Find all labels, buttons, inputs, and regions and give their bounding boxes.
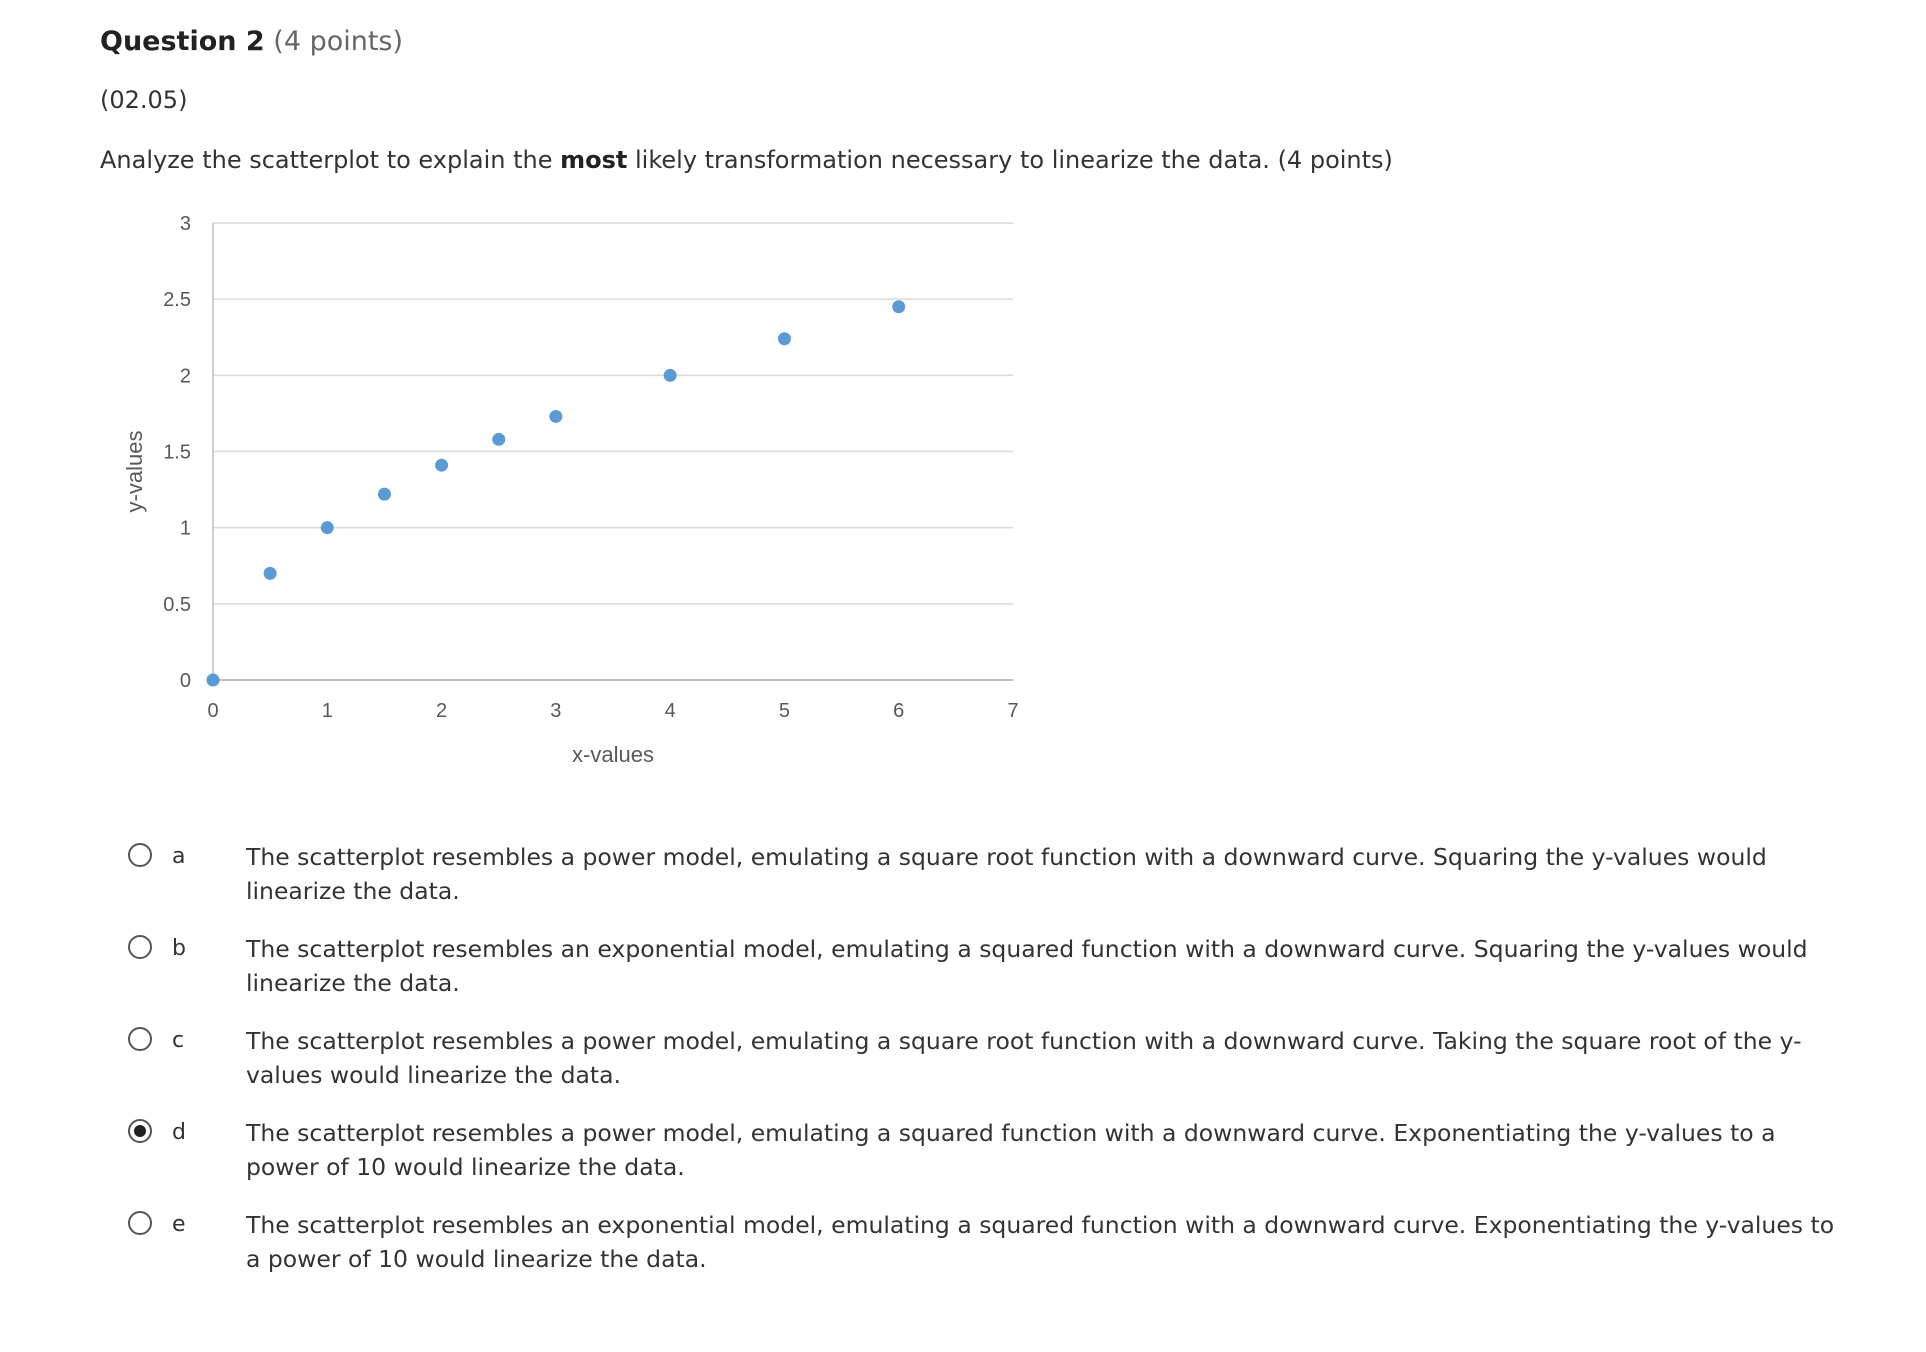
data-point bbox=[778, 332, 791, 345]
x-tick-label: 4 bbox=[664, 700, 676, 722]
x-tick-label: 3 bbox=[550, 700, 562, 722]
gridlines bbox=[213, 223, 1013, 604]
y-tick-label: 2 bbox=[179, 365, 191, 388]
x-tick-label: 1 bbox=[321, 700, 333, 722]
answer-option-a[interactable] bbox=[128, 840, 1767, 932]
question-prompt bbox=[100, 142, 1393, 178]
question-code: (02.05) bbox=[100, 86, 188, 114]
y-tick-label: 0.5 bbox=[163, 593, 191, 616]
radio-button-a[interactable] bbox=[128, 843, 152, 867]
data-point bbox=[664, 369, 677, 382]
radio-button-c[interactable] bbox=[128, 1027, 152, 1051]
option-text: The scatterplot resembles a power model, emulating a square root function with a downward curve. Taking the square root of the y-values would linearize the data. bbox=[246, 1027, 1802, 1089]
y-tick-label: 2.5 bbox=[163, 289, 191, 312]
x-tick-label: 7 bbox=[1007, 700, 1019, 722]
x-tick-label: 6 bbox=[893, 700, 905, 722]
option-text: The scatterplot resembles an exponential model, emulating a squared function with a downward curve. Squaring the y-values would linearize the data. bbox=[246, 935, 1808, 997]
tick-labels bbox=[163, 213, 1018, 722]
answer-option-c[interactable] bbox=[128, 1024, 1802, 1116]
data-point bbox=[492, 433, 505, 446]
y-axis-title: y-values bbox=[122, 430, 147, 513]
data-point bbox=[378, 488, 391, 501]
radio-button-b[interactable] bbox=[128, 935, 152, 959]
data-point bbox=[549, 410, 562, 423]
option-text: The scatterplot resembles a power model, emulating a square root function with a downward curve. Squaring the y-values would linearize the data. bbox=[246, 843, 1767, 905]
answer-options bbox=[128, 840, 1835, 1300]
option-letter: a bbox=[172, 844, 186, 869]
question-points: (4 points) bbox=[273, 26, 404, 57]
question-title: Question 2 bbox=[100, 26, 265, 57]
option-text: The scatterplot resembles a power model, emulating a squared function with a downward curve. Exponentiating the y-values to a power of 10 would linearize the data. bbox=[246, 1119, 1776, 1181]
prompt-text-after: likely transformation necessary to linearize the data. (4 points) bbox=[627, 146, 1393, 174]
data-points bbox=[207, 300, 906, 686]
x-tick-label: 5 bbox=[778, 700, 790, 722]
y-tick-label: 1.5 bbox=[163, 441, 191, 464]
y-tick-label: 1 bbox=[179, 517, 191, 540]
scatterplot-svg bbox=[100, 200, 1040, 780]
y-tick-label: 0 bbox=[179, 670, 191, 692]
option-letter: c bbox=[172, 1028, 185, 1053]
answer-option-d[interactable] bbox=[128, 1116, 1776, 1208]
data-point bbox=[207, 674, 220, 687]
x-axis-title: x-values bbox=[572, 742, 654, 767]
question-header bbox=[100, 22, 403, 62]
answer-option-e[interactable] bbox=[128, 1208, 1835, 1300]
data-point bbox=[435, 459, 448, 472]
x-tick-label: 0 bbox=[207, 700, 219, 722]
radio-button-e[interactable] bbox=[128, 1211, 152, 1235]
option-text: The scatterplot resembles an exponential model, emulating a squared function with a downward curve. Exponentiating the y-values to a power of 10 would linearize the data. bbox=[246, 1211, 1835, 1273]
data-point bbox=[264, 567, 277, 580]
x-tick-label: 2 bbox=[436, 700, 448, 722]
y-tick-label: 3 bbox=[179, 213, 191, 235]
data-point bbox=[892, 300, 905, 313]
answer-option-b[interactable] bbox=[128, 932, 1808, 1024]
scatterplot-chart bbox=[100, 200, 1040, 780]
option-letter: d bbox=[172, 1120, 186, 1145]
prompt-text-before: Analyze the scatterplot to explain the bbox=[100, 146, 561, 174]
option-letter: e bbox=[172, 1212, 186, 1237]
radio-button-d[interactable] bbox=[128, 1119, 152, 1143]
prompt-text-bold: most bbox=[560, 146, 628, 174]
data-point bbox=[321, 521, 334, 534]
option-letter: b bbox=[172, 936, 186, 961]
